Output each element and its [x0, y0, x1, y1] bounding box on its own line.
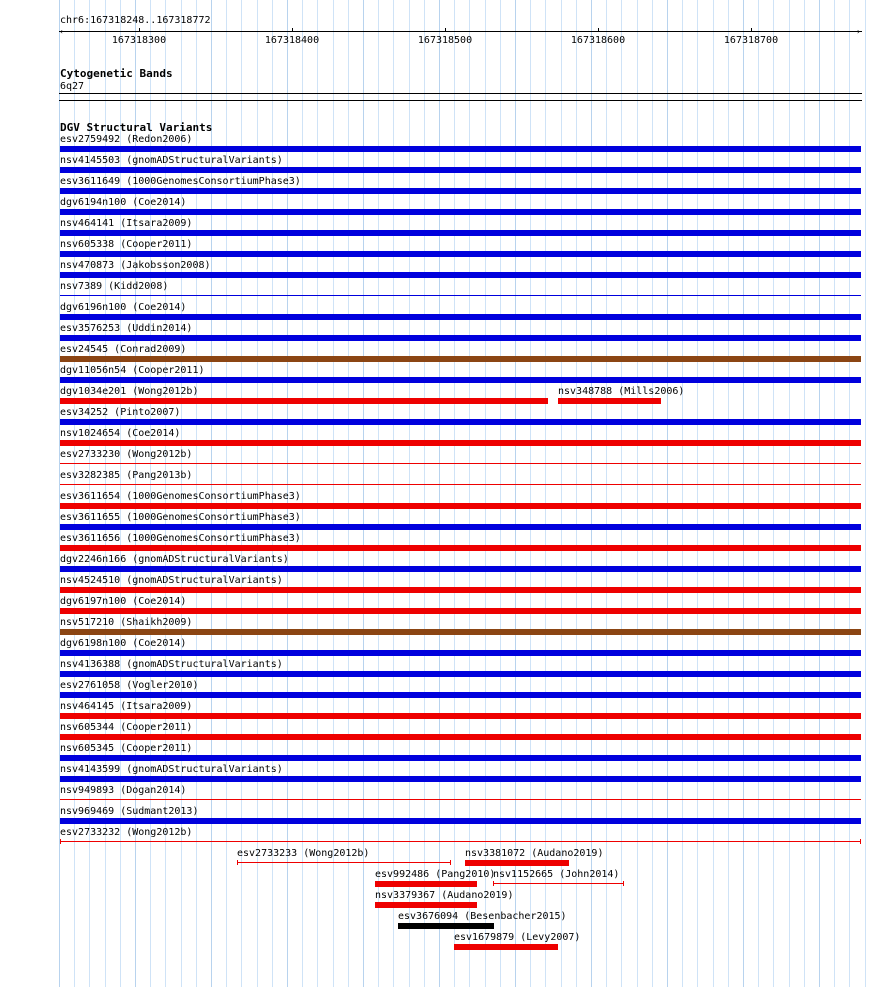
variant-bar[interactable] [60, 566, 861, 572]
variant-label[interactable]: dgv6196n100 (Coe2014) [60, 302, 187, 313]
ruler-location: chr6:167318248..167318772 [60, 15, 211, 26]
ruler-left-arrow-icon: ‹ [59, 27, 64, 36]
variant-bar[interactable] [60, 335, 861, 341]
ruler-tick-label: 167318300 [111, 35, 167, 46]
variant-label[interactable]: esv24545 (Conrad2009) [60, 344, 187, 355]
variant-label[interactable]: nsv969469 (Sudmant2013) [60, 806, 199, 817]
variant-label[interactable]: nsv1024654 (Coe2014) [60, 428, 181, 439]
variant-label[interactable]: nsv605338 (Cooper2011) [60, 239, 193, 250]
variant-label[interactable]: esv2733233 (Wong2012b) [237, 848, 370, 859]
variant-bar[interactable] [237, 862, 451, 863]
variant-bar[interactable] [60, 463, 861, 464]
variant-label[interactable]: esv3611655 (1000GenomesConsortiumPhase3) [60, 512, 301, 523]
variant-bar[interactable] [60, 818, 861, 824]
variant-label[interactable]: nsv517210 (Shaikh2009) [60, 617, 193, 628]
ruler-tick-label: 167318500 [417, 35, 473, 46]
variant-label[interactable]: esv992486 (Pang2010) [375, 869, 496, 880]
variant-bar[interactable] [375, 881, 477, 887]
variant-endcap [237, 860, 238, 865]
ruler-right-arrow-icon: › [856, 27, 861, 36]
variant-bar[interactable] [375, 902, 477, 908]
variant-label[interactable]: esv3676094 (Besenbacher2015) [398, 911, 567, 922]
variant-endcap [60, 839, 61, 844]
variant-label[interactable]: esv3282385 (Pang2013b) [60, 470, 193, 481]
variant-bar[interactable] [60, 209, 861, 215]
variant-label[interactable]: esv1679879 (Levy2007) [454, 932, 581, 943]
variant-bar[interactable] [60, 188, 861, 194]
variant-bar[interactable] [60, 734, 861, 740]
variant-label[interactable]: esv2733232 (Wong2012b) [60, 827, 193, 838]
track-divider [59, 100, 862, 101]
ruler-tick [292, 28, 293, 32]
variant-endcap [450, 860, 451, 865]
variant-bar[interactable] [60, 167, 861, 173]
variant-label[interactable]: dgv6194n100 (Coe2014) [60, 197, 187, 208]
variant-label[interactable]: esv2761058 (Vogler2010) [60, 680, 199, 691]
ruler-axis[interactable] [59, 31, 862, 32]
cytoband-band-line[interactable] [59, 93, 862, 94]
variant-label[interactable]: nsv605345 (Cooper2011) [60, 743, 193, 754]
variant-bar[interactable] [60, 608, 861, 614]
variant-label[interactable]: nsv464145 (Itsara2009) [60, 701, 193, 712]
variant-bar[interactable] [60, 692, 861, 698]
variant-label[interactable]: dgv2246n166 (gnomADStructuralVariants) [60, 554, 289, 565]
variant-bar[interactable] [60, 755, 861, 761]
variant-endcap [860, 839, 861, 844]
variant-bar[interactable] [60, 629, 861, 635]
variant-label[interactable]: esv3576253 (Uddin2014) [60, 323, 193, 334]
variant-label[interactable]: nsv949893 (Dogan2014) [60, 785, 187, 796]
variant-bar[interactable] [60, 545, 861, 551]
variant-bar[interactable] [60, 377, 861, 383]
ruler-tick [139, 28, 140, 32]
variant-label[interactable]: nsv464141 (Itsara2009) [60, 218, 193, 229]
variant-bar[interactable] [454, 944, 558, 950]
variant-label[interactable]: nsv470873 (Jakobsson2008) [60, 260, 211, 271]
variant-label[interactable]: nsv4136388 (gnomADStructuralVariants) [60, 659, 283, 670]
variant-bar[interactable] [60, 356, 861, 362]
variant-bar[interactable] [60, 587, 861, 593]
variant-bar[interactable] [60, 272, 861, 278]
variant-bar[interactable] [60, 419, 861, 425]
variant-label[interactable]: esv34252 (Pinto2007) [60, 407, 181, 418]
variant-bar[interactable] [60, 484, 861, 485]
variant-label[interactable]: esv3611649 (1000GenomesConsortiumPhase3) [60, 176, 301, 187]
variant-bar[interactable] [558, 398, 661, 404]
variant-label[interactable]: dgv11056n54 (Cooper2011) [60, 365, 205, 376]
variant-label[interactable]: esv3611654 (1000GenomesConsortiumPhase3) [60, 491, 301, 502]
variant-bar[interactable] [60, 650, 861, 656]
variant-bar[interactable] [60, 314, 861, 320]
variant-label[interactable]: nsv605344 (Cooper2011) [60, 722, 193, 733]
variant-label[interactable]: nsv4145503 (gnomADStructuralVariants) [60, 155, 283, 166]
variant-bar[interactable] [60, 671, 861, 677]
variant-label[interactable]: dgv6197n100 (Coe2014) [60, 596, 187, 607]
variant-label[interactable]: nsv3381072 (Audano2019) [465, 848, 604, 859]
variant-bar[interactable] [60, 841, 861, 842]
variant-label[interactable]: esv2759492 (Redon2006) [60, 134, 193, 145]
variant-label[interactable]: nsv4524510 (gnomADStructuralVariants) [60, 575, 283, 586]
variant-label[interactable]: nsv4143599 (gnomADStructuralVariants) [60, 764, 283, 775]
variant-bar[interactable] [60, 713, 861, 719]
dgv-track-title[interactable]: DGV Structural Variants [60, 121, 213, 134]
variant-bar[interactable] [60, 251, 861, 257]
variant-bar[interactable] [60, 440, 861, 446]
variant-bar[interactable] [60, 295, 861, 296]
variant-label[interactable]: nsv7389 (Kidd2008) [60, 281, 169, 292]
variant-label[interactable]: esv2733230 (Wong2012b) [60, 449, 193, 460]
variant-bar[interactable] [60, 776, 861, 782]
variant-bar[interactable] [465, 860, 569, 866]
variant-label[interactable]: nsv3379367 (Audano2019) [375, 890, 514, 901]
variant-label[interactable]: dgv6198n100 (Coe2014) [60, 638, 187, 649]
cytoband-label: 6q27 [60, 81, 85, 92]
variant-endcap [623, 881, 624, 886]
variant-bar[interactable] [60, 230, 861, 236]
variant-bar[interactable] [60, 146, 861, 152]
variant-label[interactable]: nsv1152665 (John2014) [493, 869, 620, 880]
variant-bar[interactable] [60, 799, 861, 800]
ruler-tick-label: 167318400 [264, 35, 320, 46]
ruler-tick [751, 28, 752, 32]
variant-label[interactable]: dgv1034e201 (Wong2012b) [60, 386, 199, 397]
variant-bar[interactable] [60, 524, 861, 530]
ruler-tick-label: 167318600 [570, 35, 626, 46]
variant-endcap [493, 881, 494, 886]
variant-bar[interactable] [493, 883, 624, 884]
variant-bar[interactable] [398, 923, 494, 929]
variant-bar[interactable] [60, 398, 548, 404]
cytoband-track-title[interactable]: Cytogenetic Bands [60, 67, 173, 80]
variant-bar[interactable] [60, 503, 861, 509]
ruler-tick [445, 28, 446, 32]
variant-label[interactable]: nsv348788 (Mills2006) [558, 386, 685, 397]
variant-label[interactable]: esv3611656 (1000GenomesConsortiumPhase3) [60, 533, 301, 544]
ruler-tick-label: 167318700 [723, 35, 779, 46]
ruler-tick [598, 28, 599, 32]
